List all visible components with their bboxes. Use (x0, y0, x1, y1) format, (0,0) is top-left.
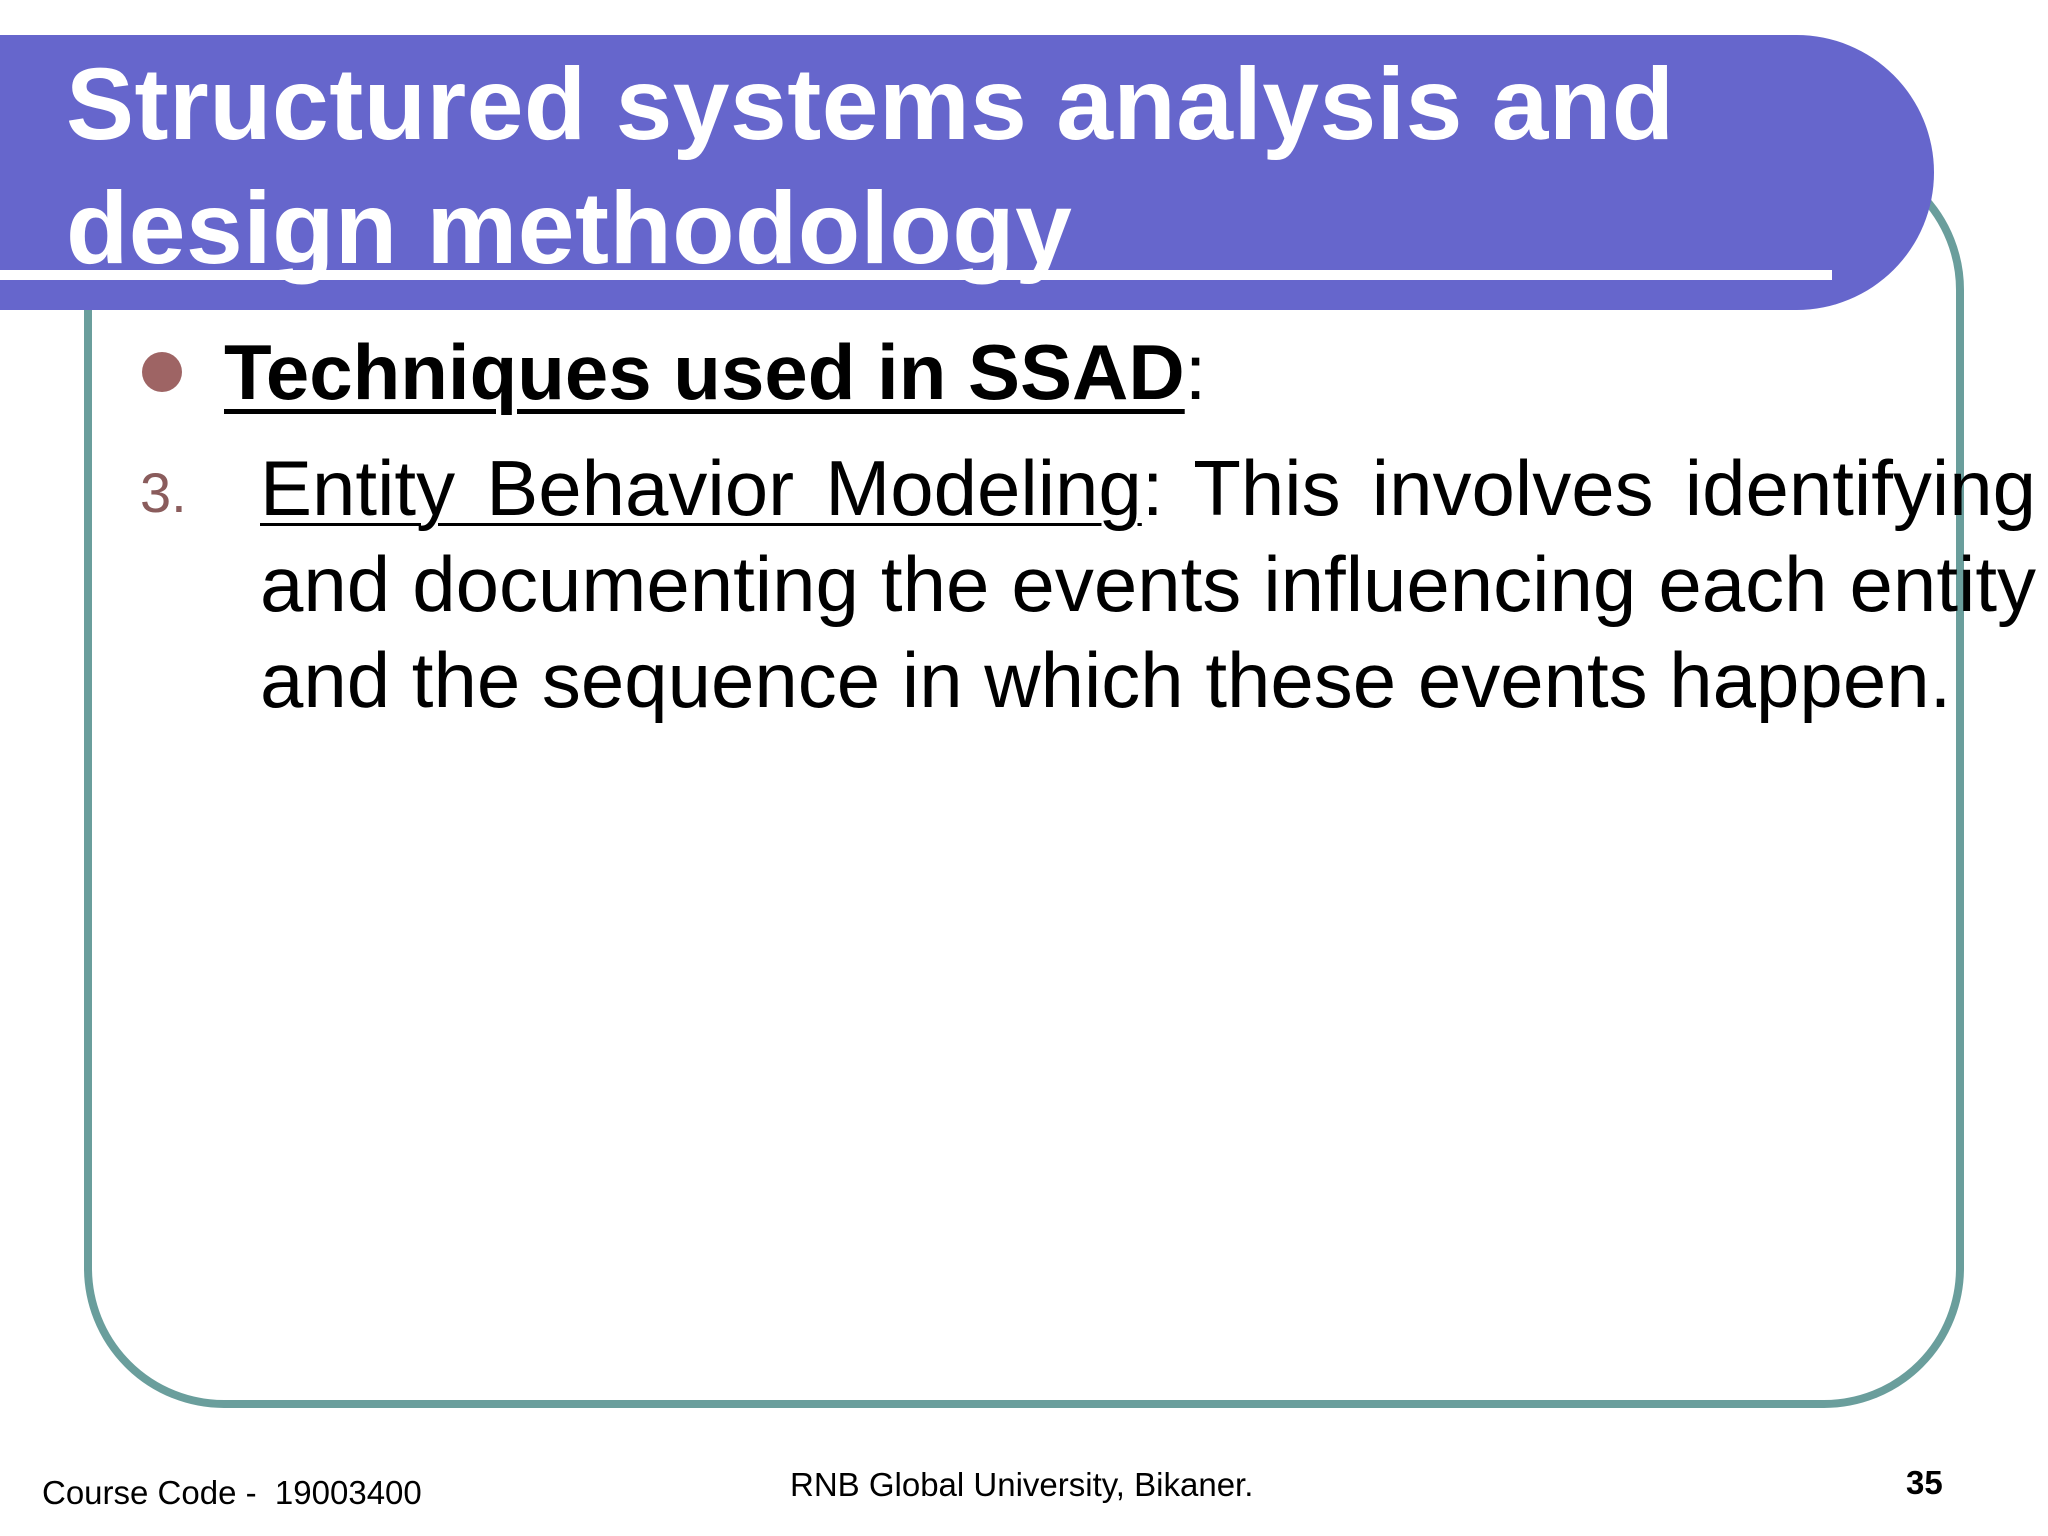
footer-page-number: 35 (1906, 1464, 1943, 1501)
item-paragraph (260, 440, 2036, 728)
footer-university: RNB Global University, Bikaner. (790, 1466, 1254, 1503)
bullet-colon: : (1184, 327, 1207, 416)
item-term: Entity Behavior Modeling (260, 444, 1142, 532)
footer-course-code: Course Code - 19003400 (42, 1474, 422, 1511)
bullet-dot-icon (142, 352, 182, 392)
bullet-heading: Techniques used in SSAD (224, 327, 1185, 416)
slide-title: Structured systems analysis and design methodology (66, 47, 1675, 285)
item-number: 3. (140, 461, 187, 524)
item-description: : This involves identifying and documenting the events influencing each entity and the sequence in which these events happen. (260, 444, 2036, 724)
bullet-item (142, 322, 1206, 422)
